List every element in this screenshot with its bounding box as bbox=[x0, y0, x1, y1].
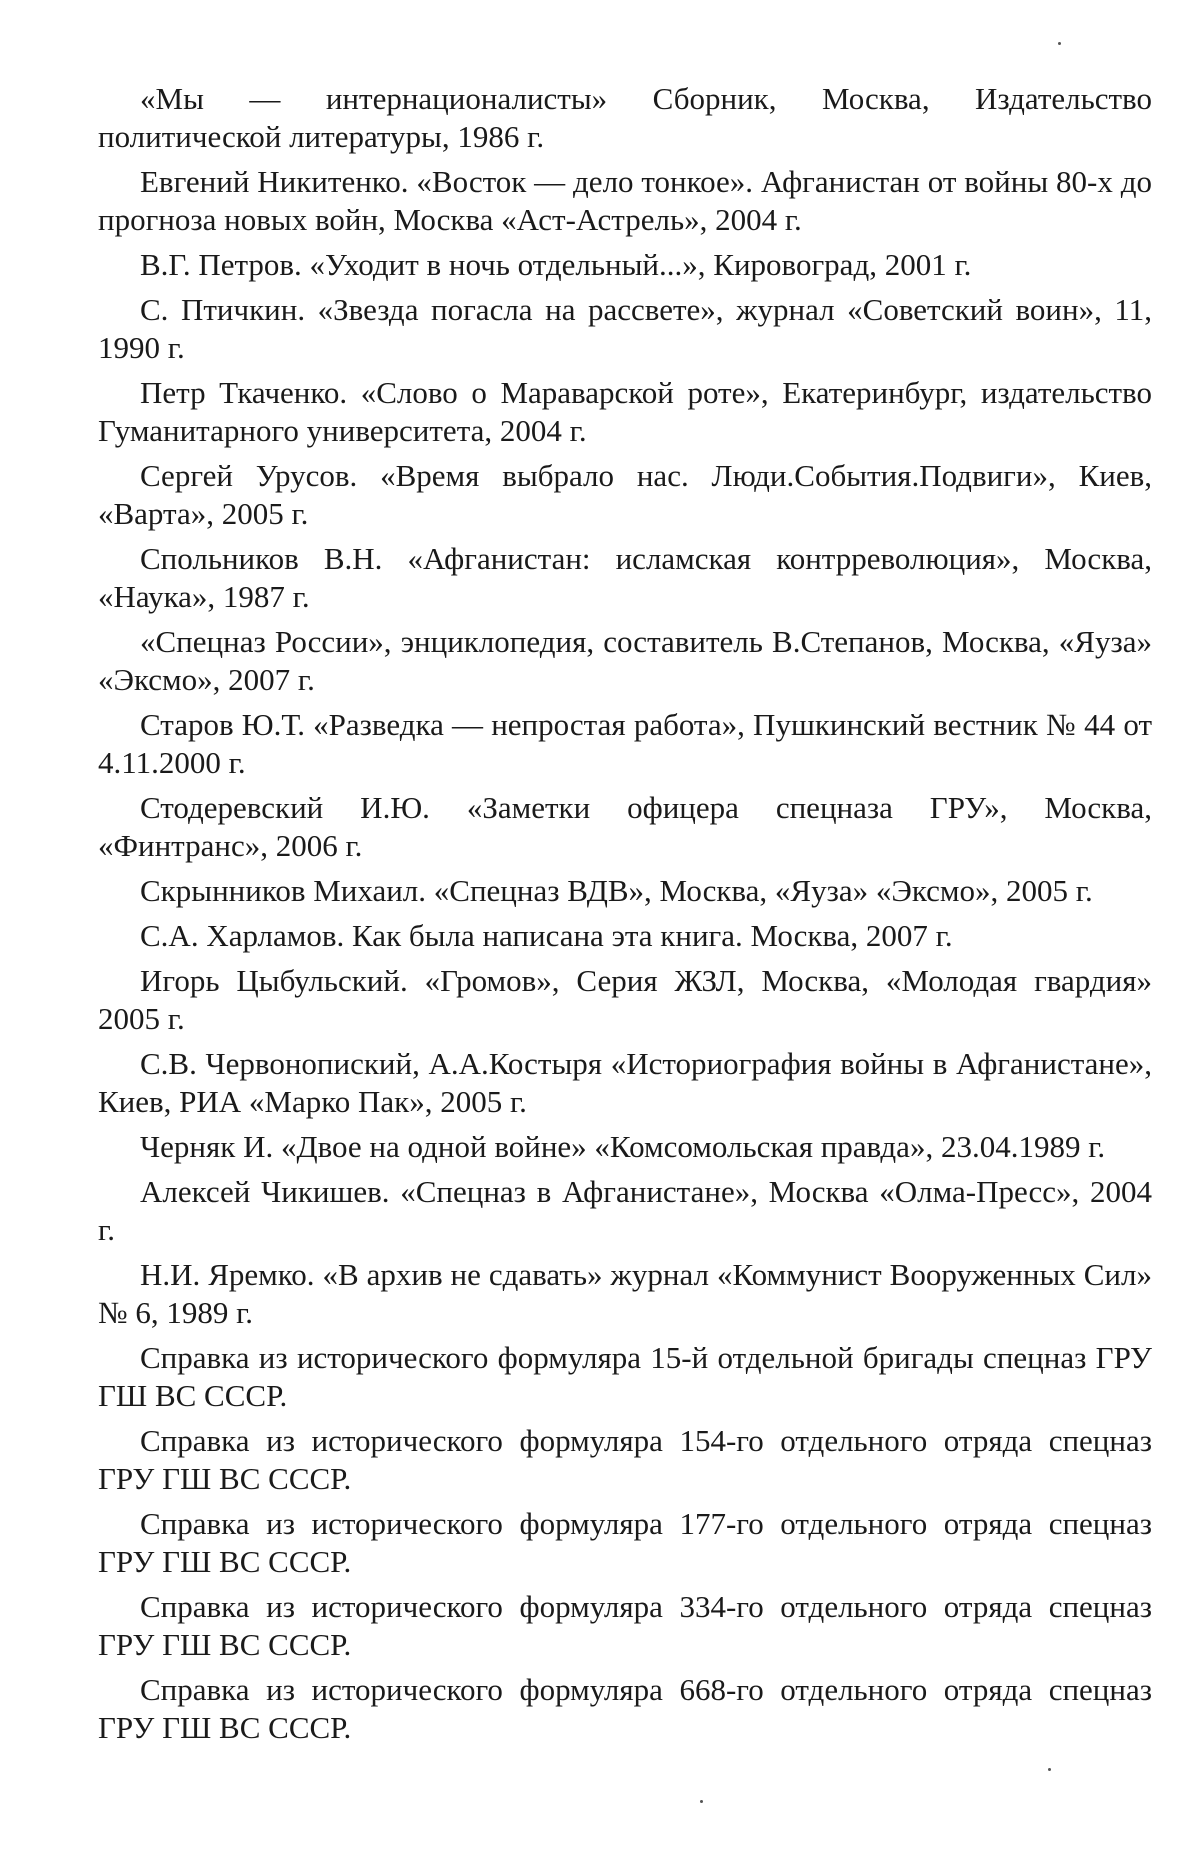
bibliography-entry: Спольников В.Н. «Афганистан: исламская контрреволюция», Москва, «Наука», 1987 г. bbox=[98, 541, 1152, 614]
bibliography-entry: Н.И. Яремко. «В архив не сдавать» журнал «Коммунист Вооруженных Сил» № 6, 1989 г. bbox=[98, 1257, 1152, 1330]
bibliography-entry: Евгений Никитенко. «Восток — дело тонкое». Афганистан от войны 80-х до прогноза новых войн, Москва «Аст-Астрель», 2004 г. bbox=[98, 164, 1152, 237]
bibliography-entry: «Спецназ России», энциклопедия, составитель В.Степанов, Москва, «Яуза» «Эксмо», 2007 г. bbox=[98, 624, 1152, 697]
scan-speck bbox=[700, 1800, 703, 1803]
bibliography-entry: Игорь Цыбульский. «Громов», Серия ЖЗЛ, Москва, «Молодая гвардия» 2005 г. bbox=[98, 963, 1152, 1036]
bibliography-entry: Справка из исторического формуляра 154-го отдельного отряда спецназ ГРУ ГШ ВС СССР. bbox=[98, 1423, 1152, 1496]
bibliography-entry: Справка из исторического формуляра 334-го отдельного отряда спецназ ГРУ ГШ ВС СССР. bbox=[98, 1589, 1152, 1662]
bibliography-list bbox=[98, 80, 1152, 1754]
bibliography-entry: Сергей Урусов. «Время выбрало нас. Люди.События.Подвиги», Киев, «Варта», 2005 г. bbox=[98, 458, 1152, 531]
bibliography-entry: Справка из исторического формуляра 15-й отдельной бригады спецназ ГРУ ГШ ВС СССР. bbox=[98, 1340, 1152, 1413]
bibliography-entry: С. Птичкин. «Звезда погасла на рассвете», журнал «Советский воин», 11, 1990 г. bbox=[98, 292, 1152, 365]
bibliography-entry: Петр Ткаченко. «Слово о Мараварской роте», Екатеринбург, издательство Гуманитарного университета, 2004 г. bbox=[98, 375, 1152, 448]
bibliography-entry: Старов Ю.Т. «Разведка — непростая работа», Пушкинский вестник № 44 от 4.11.2000 г. bbox=[98, 707, 1152, 780]
bibliography-entry: С.В. Червонопиский, А.А.Костыря «Историография войны в Афганистане», Киев, РИА «Марко Пак», 2005 г. bbox=[98, 1046, 1152, 1119]
bibliography-entry: Алексей Чикишев. «Спецназ в Афганистане», Москва «Олма-Пресс», 2004 г. bbox=[98, 1174, 1152, 1247]
scan-speck bbox=[1058, 42, 1061, 45]
bibliography-entry: Скрынников Михаил. «Спецназ ВДВ», Москва, «Яуза» «Эксмо», 2005 г. bbox=[140, 873, 1093, 908]
bibliography-entry: С.А. Харламов. Как была написана эта книга. Москва, 2007 г. bbox=[140, 918, 953, 953]
scan-speck bbox=[1048, 1768, 1051, 1771]
bibliography-entry: Черняк И. «Двое на одной войне» «Комсомольская правда», 23.04.1989 г. bbox=[140, 1129, 1106, 1164]
bibliography-entry: Справка из исторического формуляра 177-го отдельного отряда спецназ ГРУ ГШ ВС СССР. bbox=[98, 1506, 1152, 1579]
bibliography-entry: «Мы — интернационалисты» Сборник, Москва, Издательство политической литературы, 1986 г. bbox=[98, 81, 1152, 154]
bibliography-entry: Справка из исторического формуляра 668-го отдельного отряда спецназ ГРУ ГШ ВС СССР. bbox=[98, 1672, 1152, 1745]
bibliography-entry: Стодеревский И.Ю. «Заметки офицера спецназа ГРУ», Москва, «Финтранс», 2006 г. bbox=[98, 790, 1152, 863]
bibliography-entry: В.Г. Петров. «Уходит в ночь отдельный...», Кировоград, 2001 г. bbox=[140, 247, 972, 282]
